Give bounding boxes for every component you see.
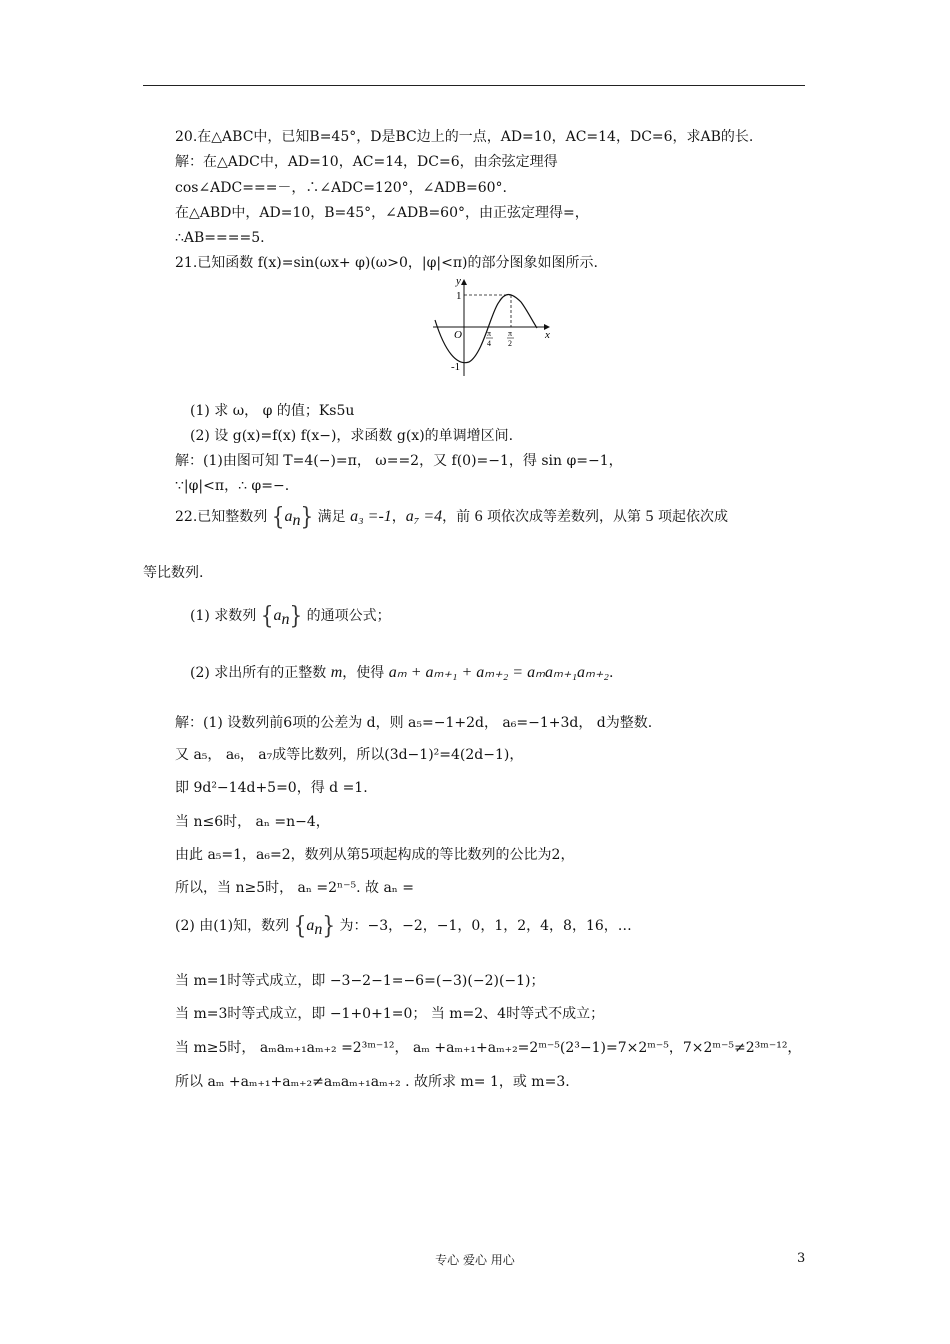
- problem-20-solution-line-2: cos∠ADC===－，∴∠ADC=120°，∠ADB=60°.: [175, 180, 508, 196]
- a7-condition: a₇ =4: [405, 508, 443, 525]
- x-axis-label: x: [545, 329, 550, 341]
- problem-20-solution-line-3: 在△ABD中，AD=10，B=45°，∠ADB=60°，由正弦定理得=，: [175, 205, 589, 221]
- page-number: 3: [797, 1251, 806, 1266]
- problem-22-solution-line-10: 当 m≥5时， aₘaₘ₊₁aₘ₊₂ =2³ᵐ⁻¹²， aₘ +aₘ₊₁+aₘ₊₂=2ᵐ⁻⁵(2³−1)=7×2ᵐ⁻⁵，7×2ᵐ⁻⁵≠2³ᵐ⁻¹²，: [175, 1040, 802, 1056]
- problem-20-solution-line-4: ∴AB====5.: [175, 230, 265, 246]
- tick-pi-over-4-num: π: [487, 329, 492, 338]
- y-axis-label: y: [456, 275, 461, 287]
- problem-22-solution-line-8: 当 m=1时等式成立，即 −3−2−1=−6=(−3)(−2)(−1)；: [175, 973, 545, 989]
- sine-graph: [425, 272, 560, 382]
- problem-22-sub-2: (2) 求出所有的正整数 m，使得 aₘ + aₘ₊₁ + aₘ₊₂ = aₘaₘ₊₁aₘ₊₂.: [190, 664, 614, 681]
- problem-22-solution-line-7: (2) 由(1)知，数列 $\{a_n\}$ 为：−3，−2，−1，0，1，2，4，8，16，…: [175, 910, 632, 940]
- problem-21-question: 21.已知函数 f(x)=sin(ωx+ φ)(ω>0，|φ|<π)的部分图象如图所示.: [175, 255, 598, 271]
- q22-intro: 22.已知整数列: [175, 509, 268, 525]
- header-rule: [143, 85, 805, 86]
- problem-20-solution-line-1: 解：在△ADC中，AD=10，AC=14，DC=6，由余弦定理得: [175, 154, 558, 170]
- problem-22-solution-line-4: 当 n≤6时， aₙ =n−4，: [175, 814, 330, 830]
- a3-condition: a₃ =-1: [350, 508, 392, 525]
- problem-22-question-cont: 等比数列.: [143, 565, 204, 581]
- problem-22-solution-line-1: 解：(1) 设数列前6项的公差为 d，则 a₅=−1+2d， a₆=−1+3d， d为整数.: [175, 715, 653, 731]
- page-footer: 专心 爱心 用心: [435, 1253, 515, 1267]
- tick-pi-over-2-den: 2: [508, 339, 512, 348]
- tick-pi-over-2-num: π: [508, 329, 513, 338]
- tick-pi-over-4-den: 4: [487, 339, 491, 348]
- equation: aₘ + aₘ₊₁ + aₘ₊₂ = aₘaₘ₊₁aₘ₊₂: [388, 664, 609, 681]
- problem-22-question: 22.已知整数列 $\{a_n\}$ 满足 a₃ =-1，a₇ =4，前 6 项依次成等差数列，从第 5 项起依次成: [175, 501, 728, 531]
- problem-22-solution-line-9: 当 m=3时等式成立，即 −1+0+1=0； 当 m=2、4时等式不成立；: [175, 1006, 605, 1022]
- problem-22-solution-line-6: 所以，当 n≥5时， aₙ =2ⁿ⁻⁵. 故 aₙ =: [175, 880, 415, 896]
- y-min-label: -1: [451, 361, 461, 373]
- problem-21-sub-2: (2) 设 g(x)=f(x) f(x−)，求函数 g(x)的单调增区间.: [190, 428, 514, 444]
- y-max-label: 1: [456, 290, 462, 302]
- sine-curve: [435, 295, 537, 363]
- problem-22-solution-line-11: 所以 aₘ +aₘ₊₁+aₘ₊₂≠aₘaₘ₊₁aₘ₊₂ . 故所求 m= 1，或 m=3.: [175, 1074, 570, 1090]
- problem-22-solution-line-5: 由此 a₅=1，a₆=2，数列从第5项起构成的等比数列的公比为2，: [175, 847, 575, 863]
- problem-22-solution-line-2: 又 a₅， a₆， a₇成等比数列，所以(3d−1)²=4(2d−1)，: [175, 747, 524, 763]
- problem-22-sub-1: (1) 求数列 $\{a_n\}$ 的通项公式；: [190, 600, 391, 630]
- seq-symbol: a: [284, 508, 293, 525]
- problem-21-sub-1: (1) 求 ω， φ 的值；Ks5u: [190, 403, 355, 419]
- origin-label: O: [454, 329, 462, 341]
- problem-20-question: 20.在△ABC中，已知B=45°，D是BC边上的一点，AD=10，AC=14，DC=6，求AB的长.: [175, 129, 754, 145]
- problem-21-solution-line-1: 解：(1)由图可知 T=4(−)=π， ω==2，又 f(0)=−1，得 sin φ=−1，: [175, 453, 623, 469]
- problem-21-solution-line-2: ∵|φ|<π，∴ φ=−.: [175, 478, 290, 494]
- problem-22-solution-line-3: 即 9d²−14d+5=0，得 d =1.: [175, 780, 368, 796]
